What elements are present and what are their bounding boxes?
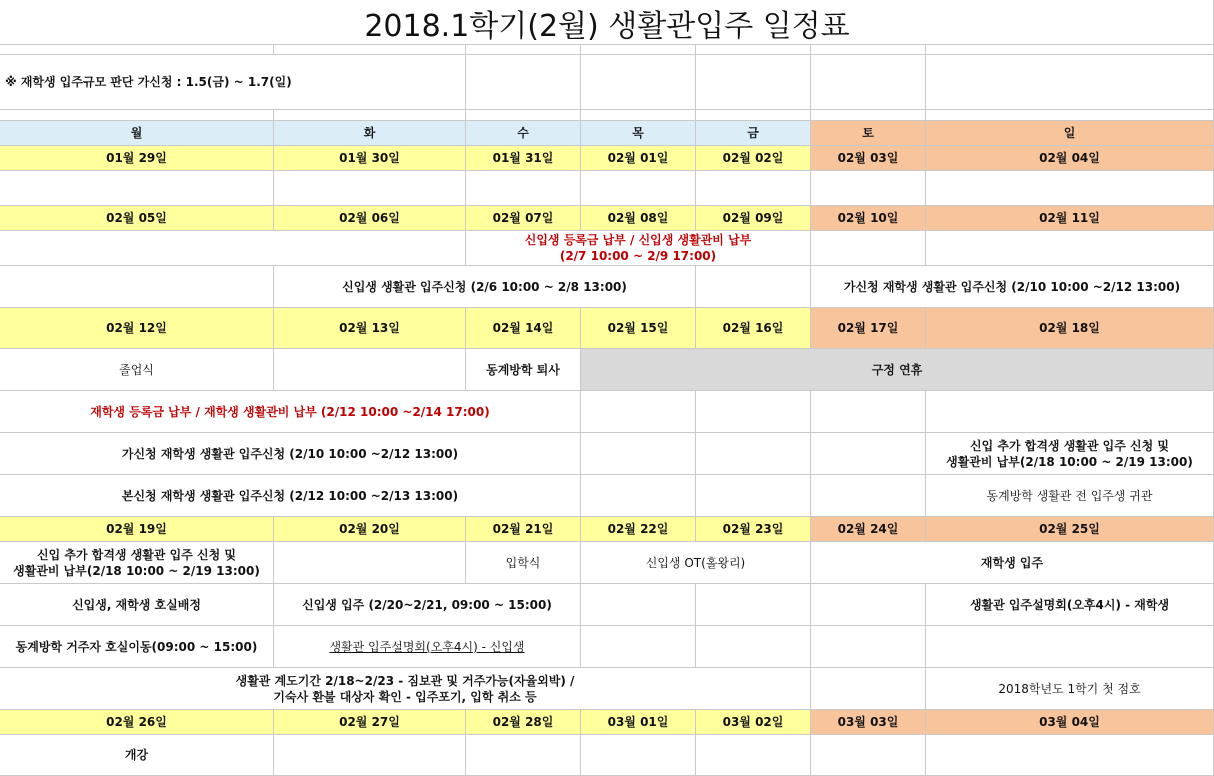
cell-text: 구정 연휴	[871, 362, 923, 377]
sheet-cell	[274, 349, 466, 391]
sheet-cell	[696, 475, 811, 517]
cell-text: 2018학년도 1학기 첫 점호	[998, 681, 1141, 696]
sheet-cell	[811, 735, 926, 776]
sheet-cell	[581, 584, 696, 626]
cell-text: 02월 25일	[1039, 522, 1100, 536]
extra-admit-event	[926, 433, 1214, 475]
cell-text: 동계방학 생활관 전 입주생 귀관	[986, 488, 1153, 503]
sheet-cell	[696, 626, 811, 668]
cell-line: 기숙사 환불 대상자 확인 - 입주포기, 입학 취소 등	[273, 689, 537, 704]
cell-text: 02월 09일	[722, 211, 784, 225]
return-event	[926, 475, 1214, 517]
cell-text: 신입생 입주 (2/20~2/21, 09:00 ~ 15:00)	[302, 597, 552, 612]
cell-text: 03월 03일	[837, 715, 899, 729]
cell-line: 생활관비 납부(2/18 10:00 ~ 2/19 13:00)	[946, 454, 1193, 469]
sheet-cell	[274, 45, 466, 55]
sheet-cell	[696, 45, 811, 55]
weekday-header	[0, 121, 274, 146]
cell-text: 02월 08일	[607, 211, 669, 225]
cell-text: 02월 20일	[339, 522, 400, 536]
sheet-cell	[0, 266, 274, 308]
cell-text	[525, 232, 752, 264]
cell-text	[236, 673, 575, 705]
cell-text: 02월 05일	[106, 211, 167, 225]
date-cell	[811, 146, 926, 171]
cell-line: 신입 추가 합격생 생활관 입주 신청 및	[37, 547, 236, 562]
date-cell	[466, 206, 581, 231]
pre-apply-event	[0, 433, 581, 475]
sheet-cell	[274, 171, 466, 206]
guidance-period-event	[0, 668, 811, 710]
sheet-cell	[274, 735, 466, 776]
sheet-cell	[696, 735, 811, 776]
cell-text: 목	[632, 126, 644, 140]
cell-text: 03월 01일	[607, 715, 669, 729]
cell-text: 02월 03일	[837, 151, 899, 165]
date-cell	[811, 517, 926, 542]
date-cell	[0, 146, 274, 171]
cell-text: 02월 04일	[1039, 151, 1100, 165]
student-briefing-event	[926, 584, 1214, 626]
sheet-cell	[466, 45, 581, 55]
cell-text: 가신청 재학생 생활관 입주신청 (2/10 10:00 ~2/12 13:00)	[121, 446, 459, 461]
date-cell	[811, 206, 926, 231]
sheet-cell	[696, 55, 811, 110]
cell-line: (2/7 10:00 ~ 2/9 17:00)	[559, 249, 717, 263]
weekday-header	[696, 121, 811, 146]
cell-text: 동계방학 거주자 호실이동(09:00 ~ 15:00)	[15, 639, 258, 654]
sheet-cell	[0, 231, 466, 266]
cell-text: 입학식	[505, 555, 541, 570]
sheet-cell	[926, 391, 1214, 433]
winter-leave-event	[466, 349, 581, 391]
graduation-event	[0, 349, 274, 391]
sheet-cell	[0, 110, 274, 121]
date-cell	[466, 710, 581, 735]
cell-text: 02월 01일	[607, 151, 669, 165]
prebooking-note	[0, 55, 466, 110]
sheet-cell	[811, 433, 926, 475]
date-cell	[926, 146, 1214, 171]
date-cell	[466, 146, 581, 171]
date-cell	[696, 517, 811, 542]
lunar-holiday-event	[581, 349, 1214, 391]
cell-text: 신입생 생활관 입주신청 (2/6 10:00 ~ 2/8 13:00)	[342, 279, 627, 294]
cell-text: 금	[747, 126, 759, 140]
cell-text: 02월 27일	[339, 715, 400, 729]
date-cell	[274, 710, 466, 735]
sheet-cell	[466, 55, 581, 110]
sheet-cell	[581, 626, 696, 668]
cell-text: 02월 15일	[607, 321, 669, 335]
cell-text: 02월 06일	[339, 211, 400, 225]
date-cell	[811, 308, 926, 349]
sheet-cell	[581, 45, 696, 55]
cell-text: 신입생 OT(홀왕리)	[645, 555, 746, 570]
sheet-cell	[581, 55, 696, 110]
sheet-cell	[811, 668, 926, 710]
sheet-cell	[0, 45, 274, 55]
sheet-cell	[926, 45, 1214, 55]
cell-text: 졸업식	[119, 362, 154, 377]
cell-text: 수	[517, 126, 529, 140]
cell-text: 01월 30일	[339, 151, 400, 165]
sheet-cell	[274, 110, 466, 121]
date-cell	[926, 206, 1214, 231]
sheet-cell	[466, 110, 581, 121]
cell-line: 신입 추가 합격생 생활관 입주 신청 및	[970, 438, 1169, 453]
sheet-cell	[811, 584, 926, 626]
cell-text: 개강	[124, 748, 149, 762]
cell-text: 화	[363, 126, 376, 140]
sheet-cell	[696, 110, 811, 121]
sheet-cell	[581, 735, 696, 776]
cell-text: ※ 재학생 입주규모 판단 가신청 : 1.5(금) ~ 1.7(일)	[5, 75, 292, 89]
date-cell	[274, 308, 466, 349]
date-cell	[581, 146, 696, 171]
cell-text: 02월 28일	[492, 715, 554, 729]
freshman-move-in-event	[274, 584, 581, 626]
date-cell	[0, 710, 274, 735]
roll-call-event	[926, 668, 1214, 710]
sheet-cell	[696, 584, 811, 626]
cell-text: 02월 07일	[492, 211, 554, 225]
sheet-cell	[926, 735, 1214, 776]
sheet-cell	[811, 55, 926, 110]
sheet-cell	[811, 475, 926, 517]
cell-text: 02월 21일	[492, 522, 554, 536]
cell-text: 일	[1063, 126, 1076, 140]
date-cell	[696, 146, 811, 171]
sheet-cell	[811, 110, 926, 121]
sheet-cell	[466, 171, 581, 206]
cell-line: 생활관비 납부(2/18 10:00 ~ 2/19 13:00)	[13, 563, 260, 578]
weekday-header	[466, 121, 581, 146]
sheet-cell	[0, 171, 274, 206]
cell-text: 02월 24일	[837, 522, 899, 536]
sheet-cell	[811, 391, 926, 433]
date-cell	[926, 517, 1214, 542]
sheet-cell	[696, 171, 811, 206]
date-cell	[696, 710, 811, 735]
cell-text: 재학생 입주	[980, 555, 1044, 570]
room-assign-event	[0, 584, 274, 626]
cell-text: 02월 14일	[492, 321, 554, 335]
sheet-cell	[581, 433, 696, 475]
date-cell	[581, 308, 696, 349]
cell-text: 동계방학 퇴사	[486, 362, 560, 377]
sheet-cell	[581, 475, 696, 517]
page-title: 2018.1학기(2월) 생활관입주 일정표	[364, 8, 850, 44]
student-fee-event	[0, 391, 581, 433]
cell-text: 03월 02일	[722, 715, 784, 729]
sheet-cell	[926, 110, 1214, 121]
sheet-cell	[811, 171, 926, 206]
date-cell	[274, 146, 466, 171]
cell-text: 01월 29일	[106, 151, 167, 165]
pre-apply-event	[811, 266, 1214, 308]
sheet-cell	[811, 45, 926, 55]
weekday-header	[274, 121, 466, 146]
cell-text	[13, 547, 260, 579]
cell-text: 02월 12일	[106, 321, 167, 335]
date-cell	[926, 710, 1214, 735]
sheet-cell	[581, 391, 696, 433]
cell-line: 신입생 등록금 납부 / 신입생 생활관비 납부	[524, 233, 752, 247]
freshman-fee-event	[466, 231, 811, 266]
date-cell	[0, 308, 274, 349]
cell-text: 02월 10일	[837, 211, 899, 225]
date-cell	[466, 308, 581, 349]
date-cell	[581, 710, 696, 735]
title-band	[0, 0, 1214, 45]
weekday-header	[581, 121, 696, 146]
room-change-event	[0, 626, 274, 668]
weekday-header	[811, 121, 926, 146]
cell-text: 가신청 재학생 생활관 입주신청 (2/10 10:00 ~2/12 13:00)	[843, 279, 1181, 294]
date-cell	[926, 308, 1214, 349]
cell-text: 02월 17일	[837, 321, 899, 335]
date-cell	[274, 206, 466, 231]
date-cell	[581, 206, 696, 231]
cell-text	[946, 438, 1193, 470]
sheet-cell	[811, 231, 926, 266]
entrance-ceremony-event	[466, 542, 581, 584]
student-move-in-event	[811, 542, 1214, 584]
cell-text: 02월 02일	[722, 151, 784, 165]
extra-admit-event	[0, 542, 274, 584]
freshman-briefing-event	[274, 626, 581, 668]
sheet-cell	[581, 171, 696, 206]
sheet-cell	[696, 391, 811, 433]
cell-text: 재학생 등록금 납부 / 재학생 생활관비 납부 (2/12 10:00 ~2/14 17:00)	[90, 404, 490, 419]
cell-text: 02월 11일	[1039, 211, 1100, 225]
cell-text: 01월 31일	[492, 151, 554, 165]
cell-text: 02월 23일	[722, 522, 784, 536]
cell-text: 03월 04일	[1039, 715, 1100, 729]
sheet-cell	[926, 231, 1214, 266]
cell-text: 월	[130, 126, 143, 140]
sheet-cell	[581, 110, 696, 121]
sheet-cell	[926, 55, 1214, 110]
semester-start-event	[0, 735, 274, 776]
date-cell	[696, 206, 811, 231]
cell-text: 02월 19일	[106, 522, 167, 536]
sheet-cell	[926, 171, 1214, 206]
sheet-cell	[696, 266, 811, 308]
cell-text: 본신청 재학생 생활관 입주신청 (2/12 10:00 ~2/13 13:00)	[121, 488, 459, 503]
sheet-cell	[466, 735, 581, 776]
date-cell	[0, 517, 274, 542]
date-cell	[0, 206, 274, 231]
cell-text: 02월 22일	[607, 522, 669, 536]
date-cell	[466, 517, 581, 542]
date-cell	[811, 710, 926, 735]
cell-text: 02월 26일	[106, 715, 167, 729]
weekday-header	[926, 121, 1214, 146]
main-apply-event	[0, 475, 581, 517]
cell-line: 생활관 계도기간 2/18~2/23 - 짐보관 및 거주가능(자율외박) /	[235, 673, 575, 688]
sheet-cell	[696, 433, 811, 475]
cell-text: 생활관 입주설명회(오후4시) - 재학생	[969, 597, 1170, 612]
cell-text: 신입생, 재학생 호실배정	[72, 597, 201, 612]
date-cell	[274, 517, 466, 542]
cell-text: 02월 18일	[1039, 321, 1100, 335]
date-cell	[696, 308, 811, 349]
cell-text: 02월 16일	[722, 321, 784, 335]
cell-text: 생활관 입주설명회(오후4시) - 신입생	[329, 639, 525, 654]
sheet-cell	[274, 542, 466, 584]
cell-text: 02월 13일	[339, 321, 400, 335]
date-cell	[581, 517, 696, 542]
cell-text: 토	[862, 126, 874, 140]
freshman-apply-event	[274, 266, 696, 308]
sheet-cell	[811, 626, 926, 668]
sheet-cell	[926, 626, 1214, 668]
orientation-event	[581, 542, 811, 584]
